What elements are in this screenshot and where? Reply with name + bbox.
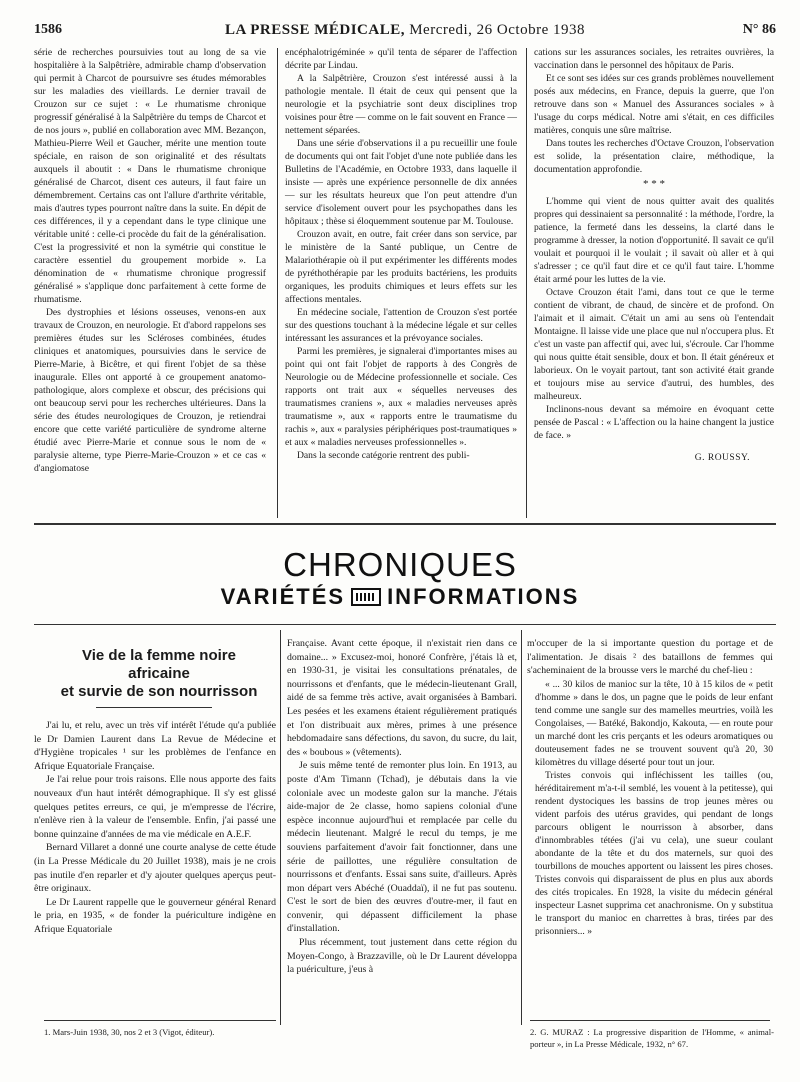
varietes-label: VARIÉTÉS xyxy=(220,584,346,609)
paragraph: Le Dr Laurent rappelle que le gouverneur général Renard le pria, en 1935, « de fonder la puériculture indigène en Afrique Equatoriale xyxy=(34,896,276,935)
article-column-2 xyxy=(287,637,517,977)
column-divider xyxy=(526,48,527,518)
article-title xyxy=(46,647,272,701)
paragraph: En médecine sociale, l'attention de Crouzon s'est portée sur des questions touchant à la médecine légale et sur celles intéressant les assurances et la prévoyance sociales. xyxy=(285,307,517,344)
top-column-2 xyxy=(285,46,517,462)
paragraph: Plus récemment, tout justement dans cette région du Moyen-Congo, à Brazzaville, où le Dr Laurent développa la puériculture, j'eus à xyxy=(287,937,517,976)
chroniques-heading: CHRONIQUES xyxy=(283,546,517,583)
varietes-informations-heading xyxy=(0,584,800,610)
paragraph: Dans toutes les recherches d'Octave Crouzon, l'observation est solide, la présentation claire, méthodique, la documentation approfondie. xyxy=(534,138,774,175)
section-divider xyxy=(34,624,776,625)
issue-number: N° 86 xyxy=(742,22,776,37)
paragraph: Des dystrophies et lésions osseuses, venons-en aux travaux de Crouzon, en neurologie. Et d'abord rappelons ses premières études sur les Scléroses combinées, études cliniques et anatomiques, poursuivies dans le service de Pierre-Marie, à Bicêtre, et qui firent l'objet de sa thèse inaugurale. Elles ont apporté à ce groupement anatomo-pathologique, alors complexe et obscur, des précisions qui ont beaucoup servi pour les recherches ultérieures. Dans la série des études neurologiques de Crouzon, je retiendrai encore que cette variété particulière de syndrome alterne étudié avec Pierre-Marie et connue sous le nom de « paralysie alterne, type Pierre-Marie-Crouzon » et ce cas « d'angiomatose xyxy=(34,307,266,474)
informations-label: INFORMATIONS xyxy=(387,584,580,609)
paragraph: Crouzon avait, en outre, fait créer dans son service, par le ministère de la Santé publique, un Centre de Malariothérapie où il put expérimenter les différents modes de pyréthothérapie par les produits bactériens, les produits organiques, les produits chimiques et leurs effets sur les affections mentales. xyxy=(285,229,517,305)
section-stars: * * * xyxy=(643,178,665,190)
section-divider xyxy=(34,523,776,525)
paragraph: Et ce sont ses idées sur ces grands problèmes nouvellement posés aux médecins, en France, depuis la guerre, que l'on retrouve dans son « Manuel des Assurances sociales » à l'usage du corps médical. Notre ami s'était, en ces difficiles matières, conquis une sûre maîtrise. xyxy=(534,73,774,136)
issue-date: Mercredi, 26 Octobre 1938 xyxy=(409,22,585,38)
paragraph: A la Salpêtrière, Crouzon s'est intéressé aussi à la pathologie mentale. Il était de ceux qui pensent que la neurologie et la psychiatrie sont deux disciplines trop voisines pour être — comme on le fait souvent en France — nettement séparées. xyxy=(285,73,517,136)
journal-title-line xyxy=(34,22,776,39)
paragraph: Inclinons-nous devant sa mémoire en évoquant cette pensée de Pascal : « L'affection ou la haine changent la justice de face. » xyxy=(534,404,774,441)
footnote-rule xyxy=(530,1020,770,1021)
journal-logo-icon xyxy=(351,588,381,606)
paragraph: Bernard Villaret a donné une courte analyse de cette étude (in La Presse Médicale du 20 Juillet 1938), mais je ne crois pas inutile d'en reparler et d'y ajouter quelques aperçus peut-être originaux. xyxy=(34,842,276,895)
paragraph: L'homme qui vient de nous quitter avait des qualités propres qui dessinaient sa personnalité : la méthode, l'ordre, la patience, la fermeté dans les desseins, la clarté dans le programme à dresser, la notion d'opportunité. Il savait ce qu'il voulait et pourquoi il le voulait ; il savait où aller et à qui s'adresser ; ce qu'il faut dire et ce qu'il faut taire. L'homme était armé pour les luttes de la vie. xyxy=(534,196,774,285)
block-quote xyxy=(535,678,773,938)
page-header xyxy=(34,22,776,44)
paragraph: Dans la seconde catégorie rentrent des publi- xyxy=(297,450,470,461)
title-line: Vie de la femme noire xyxy=(82,647,236,664)
footnote-rule xyxy=(44,1020,276,1021)
title-line: et survie de son nourrisson xyxy=(60,683,258,700)
paragraph: J'ai lu, et relu, avec un très vif intérêt l'étude qu'a publiée le Dr Damien Laurent dans La Revue de Médecine et d'Hygiène tropicales ¹ sur les problèmes de l'enfance en Afrique Equatoriale Française. xyxy=(34,720,276,772)
paragraph: Je suis même tenté de remonter plus loin. En 1913, au poste d'Am Timann (Tchad), je débutais dans la vie coloniale avec un modeste galon sur la manche. J'étais aide-major de 2e classe, homo sapiens colonial d'une espèce inconnue aujourd'hui et remplacée par celle du médecin lieutenant. Malgré le recul du temps, je me souviens parfaitement d'avoir fait fonctionner, dans une série de paillottes, une régulière consultation de nourrissons et d'enfants. Essai sans suite, d'ailleurs. Après mon départ vers Abéché (Ouaddaï), il ne fut pas soutenu. C'est le sort de bien des œuvres d'outre-mer, il faut en convenir, qui dépassent difficilement la phase d'installation. xyxy=(287,760,517,935)
article-column-1 xyxy=(34,719,276,937)
paragraph: cations sur les assurances sociales, les retraites ouvrières, la vaccination dans le personnel des hôpitaux de Paris. xyxy=(534,47,774,71)
paragraph: Octave Crouzon était l'ami, dans tout ce que le terme contient de vibrant, de chaud, de sincère et de profond. On l'aimait et il aimait. C'était un ami au sens où l'entendait Montaigne. Il laisse vide une place que nul n'occupera plus. Et c'est un vaste pan affectif qui, avec lui, s'écroule. Car l'homme qui nous quitte était sensible, doux et bon. Il était généreux et laborieux. On le voyait partout, tant son activité était grande et toujours mise au service d'autrui, des humbles, des malheureux. xyxy=(534,287,774,402)
title-line: africaine xyxy=(128,665,190,682)
author-signature: G. ROUSSY. xyxy=(694,453,750,463)
column-divider xyxy=(280,630,281,1025)
article-column-3 xyxy=(527,637,773,938)
column-divider xyxy=(521,630,522,1025)
footnote-1: 1. Mars-Juin 1938, 30, nos 2 et 3 (Vigot, éditeur). xyxy=(44,1027,215,1037)
paragraph: encéphalotrigéminée » qu'il tenta de séparer de l'affection décrite par Lindau. xyxy=(285,47,517,71)
paragraph: Dans une série d'observations il a pu recueillir une foule de documents qui ont fait l'objet d'une note publiée dans les Bulletins de l'Académie, en Octobre 1933, dans laquelle il insiste — après une expérience personnelle de dix années — sur les résultats heureux que l'on peut attendre d'un service d'isolement ouvert pour les psychopathes dans les hôpitaux ; thèse si éloquemment soutenue par M. Toulouse. xyxy=(285,138,517,227)
paragraph: série de recherches poursuivies tout au long de sa vie hospitalière à la Salpêtrière, admirable champ d'observation qui permit à Charcot de poursuivre ses études mémorables sur les maladies des vieillards. Le dernier travail de Crouzon sur ce sujet : « Le rhumatisme chronique progressif généralisé à la Salpêtrière du temps de Charcot et de nos jours », publié en collaboration avec MM. Bezançon, Mathieu-Pierre Weil et Gaucher, mérite une mention toute spéciale, en raison de son originalité et des résultats auxquels il aboutit : « Dans le rhumatisme chronique généralisé de Charcot, disent ces auteurs, il faut faire un démembrement. Certains cas ont l'allure d'arthrite véritable, mais d'autres types pourront naître dans la suite. En dépit de ces différences, il y a cependant dans le type clinique une véritable unité : celle-ci procède du fait de la généralisation. C'est la progressivité et non la symétrie qui constitue le caractère essentiel du groupement morbide ». La dénomination de « rhumatisme chronique progressif généralisé » s'applique donc parfaitement à cette forme de rhumatisme. xyxy=(34,47,266,305)
footnote-2: 2. G. MURAZ : La progressive disparition de l'Homme, « animal-porteur », in La Presse Médicale, 1932, n° 67. xyxy=(530,1027,774,1049)
top-column-1 xyxy=(34,46,266,475)
paragraph: m'occuper de la si importante question du portage et de l'alimentation. Je disais ² des bataillons de femmes qui s'acheminaient de la brousse vers le marché du chef-lieu : xyxy=(527,638,773,677)
paragraph: Je l'ai relue pour trois raisons. Elle nous apporte des faits nouveaux d'un haut intérêt démographique. Il s'y est glissé quelques petites erreurs, ce qui, je m'empresse de l'écrire, n'enlève rien à la valeur de l'ensemble. Enfin, j'ai passé une bonne quinzaine d'années de ma vie médicale en A.E.F. xyxy=(34,774,276,840)
paragraph: Parmi les premières, je signalerai d'importantes mises au point qui ont fait l'objet de rapports à des Congrès de Neurologie ou de Médecine professionnelle et sociale. Ces rapports ont trait aux « séquelles nerveuses des traumatismes craniens », aux « maladies nerveuses après traumatisme », aux « rapports entre le traumatisme du rachis », aux « paralysies périphériques post-traumatiques » et aux « maladies nerveuses professionnelles ». xyxy=(285,346,517,448)
column-divider xyxy=(277,48,278,518)
top-column-3 xyxy=(534,46,774,465)
page-number: 1586 xyxy=(34,22,62,37)
title-underline xyxy=(96,707,212,708)
journal-name: LA PRESSE MÉDICALE, xyxy=(225,22,405,38)
paragraph: Française. Avant cette époque, il n'existait rien dans ce domaine... » Excusez-moi, honoré Confrère, j'étais là et, en 1930-31, je visitai les consultations prénatales, de nourrissons et d'enfants, que le médecin-lieutenant Grall, aidé de sa femme très active, avait organisées à Bambari. Les pesées et les examens étaient régulièrement pratiqués et l'on distribuait aux mères, primes à une présence hebdomadaire sans défections, du savon, du sucre, du lait, des « boubous » (vêtements). xyxy=(287,638,517,758)
quote-paragraph: Tristes convois qui infléchissent les tailles (ou, héréditairement m'a-t-il semblé, les vouent à la petitesse), qui rendent dystociques les bassins de trop jeunes mères ou vident parfois des utérus gravides, qui pendant de longs parcours obligent le nourrisson à absorber, dans d'innombrables tétées (j'ai vu cela), une sueur coulant abondante de la tête et du dos maternels, sur quoi des tourbillons de mouches apportent ou laissent les pires choses. Tristes convois qui disparaissent de plus en plus aux abords des cités tropicales. En 1928, la visite du médecin général inspecteur Lasnet supprima cet anachronisme. On y substitua le transport du manioc en charrettes à bras, tirées par des prisonniers... » xyxy=(535,769,773,937)
quote-paragraph: « ... 30 kilos de manioc sur la tête, 10 à 15 kilos de « petit d'homme » dans le dos, un pagne que le poids de leur enfant tend comme une sangle sur des mamelles meurtries, voilà les Congolaises, — Batéké, Bakondjo, Kakouta, — en route pour un marché dont les cris perçants et les odeurs aromatiques ou douteusement fades ne se trouvent souvent qu'à 20, 30 kilomètres du village déserté pour tout un jour. xyxy=(535,678,773,768)
